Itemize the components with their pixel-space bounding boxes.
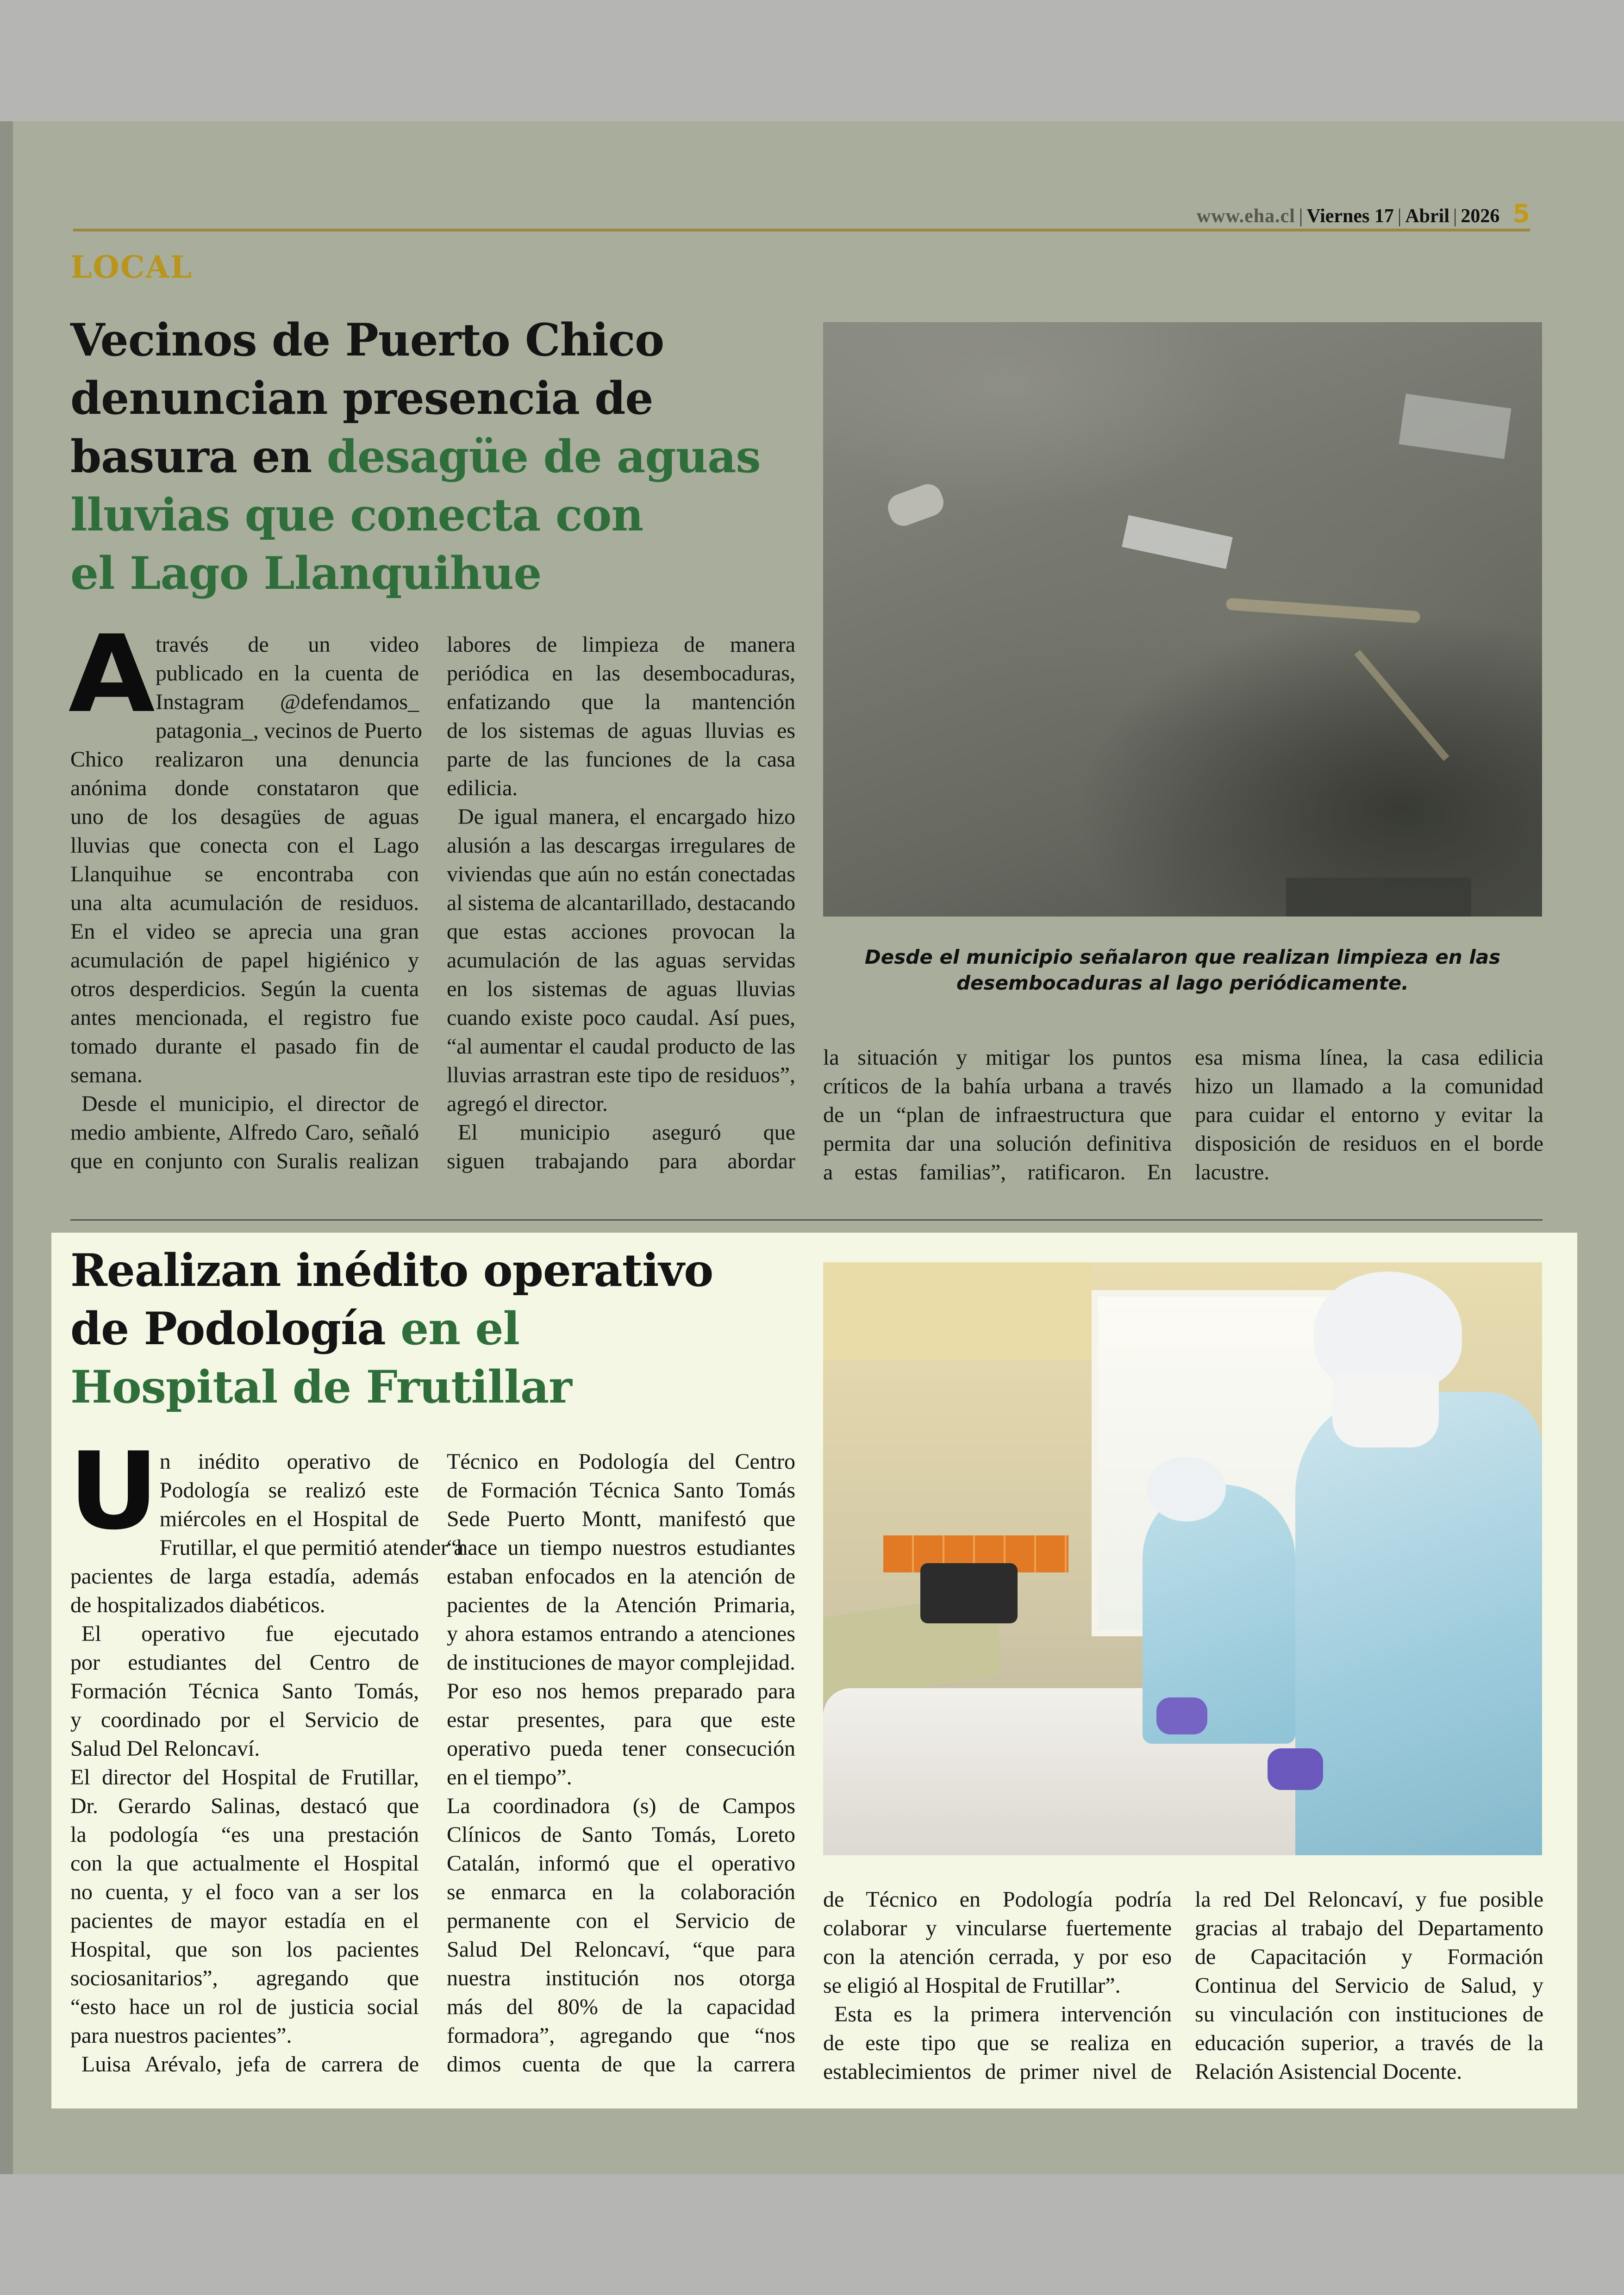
text-line xyxy=(447,946,795,975)
text-line xyxy=(70,2050,419,2079)
text-line-content: de los sistemas de aguas lluvias es xyxy=(447,718,795,743)
text-line xyxy=(1195,2000,1543,2029)
text-line xyxy=(447,1648,795,1677)
text-line xyxy=(447,1061,795,1090)
text-line-content: Clínicos de Santo Tomás, Loreto xyxy=(447,1822,795,1847)
text-line xyxy=(70,745,419,774)
text-line xyxy=(823,2058,1172,2086)
text-line xyxy=(1195,1914,1543,1943)
text-line xyxy=(70,1677,419,1706)
text-line xyxy=(447,1090,795,1118)
text-line-content: través de un video xyxy=(156,632,419,657)
text-line xyxy=(70,1118,419,1147)
text-line xyxy=(70,917,419,946)
text-line-content: agregó el director. xyxy=(447,1091,608,1116)
text-line-content: Formación Técnica Santo Tomás, xyxy=(70,1679,419,1703)
headline-line xyxy=(70,428,761,486)
text-line-content: estar presentes, para que este xyxy=(447,1708,795,1732)
text-line xyxy=(447,1562,795,1591)
text-line-content: antes mencionada, el registro fue xyxy=(70,1005,419,1030)
text-line-content: Por eso nos hemos preparado para xyxy=(447,1679,795,1703)
text-line xyxy=(447,1763,795,1792)
text-line xyxy=(823,1885,1172,1914)
text-line xyxy=(447,1993,795,2021)
text-line-content: patagonia_, vecinos de Puerto xyxy=(156,718,422,743)
headline-line xyxy=(70,486,761,544)
text-line-content: formadora”, agregando que “nos xyxy=(447,2023,795,2048)
text-line xyxy=(447,717,795,745)
text-line xyxy=(447,1447,795,1476)
text-line xyxy=(447,2050,795,2079)
page-header: www.eha.cl | Viernes 17 | Abril | 2026 5 xyxy=(1196,199,1530,228)
text-line xyxy=(447,1821,795,1849)
text-line xyxy=(70,1935,419,1964)
header-year: 2026 xyxy=(1461,206,1500,227)
header-rule xyxy=(73,229,1530,231)
article1-column-1 xyxy=(68,613,422,1176)
text-line xyxy=(70,1792,419,1821)
text-line-content: En el video se aprecia una gran xyxy=(70,919,419,944)
text-line-content: anónima donde constataron que xyxy=(70,776,419,800)
paragraph xyxy=(447,1447,795,1792)
drop-cap: U xyxy=(68,1430,156,1553)
article1-headline xyxy=(70,311,761,603)
text-line-content: El director del Hospital de Frutillar, xyxy=(70,1765,419,1790)
text-line-content: dimos cuenta de que la carrera xyxy=(447,2052,795,2077)
paragraph xyxy=(70,1763,419,2050)
text-line xyxy=(823,1158,1172,1187)
headline-line xyxy=(70,1358,713,1416)
paragraph xyxy=(447,803,795,1118)
text-line-content: De igual manera, el encargado hizo xyxy=(458,804,795,829)
text-line-content: permita dar una solución definitiva xyxy=(823,1131,1172,1156)
paragraph xyxy=(68,613,422,1090)
text-line xyxy=(447,1004,795,1032)
text-line xyxy=(823,1043,1172,1072)
text-line xyxy=(447,1147,795,1176)
text-line-content: al sistema de alcantarillado, destacando xyxy=(447,891,795,915)
text-line-content: más del 80% de la capacidad xyxy=(447,1995,795,2019)
text-line xyxy=(447,630,795,659)
text-line xyxy=(823,1101,1172,1129)
text-line-content: “al aumentar el caudal producto de las xyxy=(447,1034,795,1059)
text-line-content: se eligió al Hospital de Frutillar”. xyxy=(823,1973,1121,1998)
text-line-content: otros desperdicios. Según la cuenta xyxy=(70,977,419,1001)
text-line xyxy=(447,688,795,717)
text-line xyxy=(447,1706,795,1734)
text-line xyxy=(823,1943,1172,1971)
text-line xyxy=(70,1032,419,1061)
text-line xyxy=(70,803,419,831)
text-line xyxy=(1195,1158,1543,1187)
text-line xyxy=(447,1677,795,1706)
text-line xyxy=(823,2029,1172,2058)
text-line-content: acumulación de las aguas servidas xyxy=(447,948,795,973)
text-line xyxy=(1195,1971,1543,2000)
text-line xyxy=(447,917,795,946)
text-line-content: de hospitalizados diabéticos. xyxy=(70,1593,325,1617)
text-line-content: El municipio aseguró que xyxy=(458,1120,795,1145)
article1-column-3 xyxy=(823,1043,1172,1187)
text-line-content: semana. xyxy=(70,1063,143,1087)
text-line-content: pacientes de larga estadía, además xyxy=(70,1564,419,1589)
text-line-content: miércoles en el Hospital de xyxy=(159,1507,419,1531)
text-line xyxy=(70,1706,419,1734)
text-line-content: que estas acciones provocan la xyxy=(447,919,795,944)
text-line-content: Relación Asistencial Docente. xyxy=(1195,2059,1462,2084)
text-line-content: una alta acumulación de residuos. xyxy=(70,891,419,915)
text-line xyxy=(70,1878,419,1907)
text-line-content: Salud Del Reloncaví. xyxy=(70,1736,260,1761)
text-line xyxy=(447,1935,795,1964)
text-line xyxy=(447,1534,795,1562)
text-line xyxy=(447,803,795,831)
article2-headline xyxy=(70,1241,713,1416)
headline-line xyxy=(70,544,761,603)
text-line-content: parte de las funciones de la casa xyxy=(447,747,795,772)
text-line xyxy=(1195,1885,1543,1914)
text-line xyxy=(447,1118,795,1147)
text-line-content: colaborar y vincularse fuertemente xyxy=(823,1916,1172,1940)
text-line xyxy=(70,975,419,1004)
text-line-content: Luisa Arévalo, jefa de carrera de xyxy=(81,2052,419,2077)
text-line-content: publicado en la cuenta de xyxy=(156,661,419,686)
text-line xyxy=(447,975,795,1004)
paragraph xyxy=(70,2050,419,2079)
text-line xyxy=(70,1763,419,1792)
text-line-content: Sede Puerto Montt, manifestó que xyxy=(447,1507,795,1531)
text-line-content: en los sistemas de aguas lluvias xyxy=(447,977,795,1001)
text-line-content: La coordinadora (s) de Campos xyxy=(447,1794,795,1818)
text-line-content: no cuenta, y el foco van a ser los xyxy=(70,1880,419,1904)
text-line-content: esa misma línea, la casa edilicia xyxy=(1195,1045,1543,1070)
text-line xyxy=(447,2021,795,2050)
text-line xyxy=(70,1734,419,1763)
paragraph xyxy=(447,1792,795,2079)
text-line-content: de un “plan de infraestructura que xyxy=(823,1103,1172,1127)
text-line-content: lacustre. xyxy=(1195,1160,1270,1185)
text-line-content: pacientes de la Atención Primaria, xyxy=(447,1593,795,1617)
text-line-content: Llanquihue se encontraba con xyxy=(70,862,419,886)
text-line-content: edilicia. xyxy=(447,776,518,800)
text-line xyxy=(70,1648,419,1677)
article-divider xyxy=(70,1219,1543,1221)
article2-column-4 xyxy=(1195,1885,1543,2086)
paragraph xyxy=(70,1620,419,1763)
header-day: Viernes 17 xyxy=(1306,206,1394,227)
headline-segment: Realizan inédito operativo xyxy=(70,1244,713,1297)
text-line xyxy=(70,1993,419,2021)
text-line xyxy=(70,946,419,975)
text-line xyxy=(823,1072,1172,1101)
text-line-content: estaban enfocados en la atención de xyxy=(447,1564,795,1589)
headline-segment: lluvias que conecta con xyxy=(70,489,643,541)
paragraph xyxy=(823,2000,1172,2086)
text-line xyxy=(447,1734,795,1763)
text-line-content: pacientes de mayor estadía en el xyxy=(70,1908,419,1933)
text-line xyxy=(823,1129,1172,1158)
article2-column-1 xyxy=(68,1430,464,2079)
headline-segment: denuncian presencia de xyxy=(70,372,653,424)
text-line-content: uno de los desagües de aguas xyxy=(70,804,419,829)
text-line xyxy=(70,1821,419,1849)
text-line-content: gracias al trabajo del Departamento xyxy=(1195,1916,1543,1940)
headline-line xyxy=(70,311,761,369)
text-line xyxy=(1195,1943,1543,1971)
paragraph xyxy=(68,1430,464,1620)
text-line-content: con la que actualmente el Hospital xyxy=(70,1851,419,1876)
text-line xyxy=(70,1964,419,1993)
text-line xyxy=(1195,1129,1543,1158)
text-line xyxy=(70,831,419,860)
article1-column-2 xyxy=(447,630,795,1176)
text-line xyxy=(70,860,419,889)
article1-photo-drain-water xyxy=(823,322,1542,917)
text-line-content: en el tiempo”. xyxy=(447,1765,572,1790)
headline-line xyxy=(70,1300,713,1358)
article1-column-4 xyxy=(1195,1043,1543,1187)
text-line xyxy=(70,1620,419,1648)
text-line xyxy=(447,1907,795,1935)
text-line-content: alusión a las descargas irregulares de xyxy=(447,833,795,858)
text-line-content: críticos de la bahía urbana a través xyxy=(823,1074,1172,1098)
section-label: LOCAL xyxy=(70,249,193,285)
text-line-content: disposición de residuos en el borde xyxy=(1195,1131,1543,1156)
text-line-content: “hace un tiempo nuestros estudiantes xyxy=(447,1535,795,1560)
text-line xyxy=(447,889,795,917)
text-line xyxy=(1195,1072,1543,1101)
text-line-content: Podología se realizó este xyxy=(159,1478,419,1503)
text-line-content: acumulación de papel higiénico y xyxy=(70,948,419,973)
paragraph xyxy=(1195,1885,1543,2086)
text-line-content: sociosanitarios”, agregando que xyxy=(70,1966,419,1990)
text-line-content: de Capacitación y Formación xyxy=(1195,1945,1543,1969)
caption-line: Desde el municipio señalaron que realizan limpieza en las xyxy=(864,946,1501,968)
text-line-content: para cuidar el entorno y evitar la xyxy=(1195,1103,1543,1127)
text-line xyxy=(70,1147,419,1176)
text-line xyxy=(70,1591,419,1620)
paragraph xyxy=(70,1090,419,1176)
text-line-content: El operativo fue ejecutado xyxy=(81,1621,419,1646)
paragraph xyxy=(447,630,795,803)
text-line-content: de Formación Técnica Santo Tomás xyxy=(447,1478,795,1503)
article2-photo-podology-operation xyxy=(823,1262,1542,1855)
text-line-content: su vinculación con instituciones de xyxy=(1195,2002,1543,2027)
text-line xyxy=(823,1914,1172,1943)
text-line-content: de instituciones de mayor complejidad. xyxy=(447,1650,795,1675)
text-line-content: de Técnico en Podología podría xyxy=(823,1887,1172,1912)
text-line-content: Instagram @defendamos_ xyxy=(156,690,419,714)
text-line-content: “esto hace un rol de justicia social xyxy=(70,1995,419,2019)
text-line-content: hizo un llamado a la comunidad xyxy=(1195,1074,1543,1098)
text-line xyxy=(447,1849,795,1878)
article2-column-2 xyxy=(447,1447,795,2079)
header-month: Abril xyxy=(1405,206,1449,227)
text-line xyxy=(447,1792,795,1821)
text-line-content: se enmarca en la colaboración xyxy=(447,1880,795,1904)
text-line xyxy=(447,745,795,774)
paragraph xyxy=(447,1118,795,1176)
headline-segment: el Lago Llanquihue xyxy=(70,547,542,599)
text-line xyxy=(447,1878,795,1907)
text-line-content: Salud Del Reloncaví, “que para xyxy=(447,1937,795,1962)
text-line-content: labores de limpieza de manera xyxy=(447,632,795,657)
text-line xyxy=(447,860,795,889)
text-line xyxy=(70,774,419,803)
text-line xyxy=(447,1032,795,1061)
text-line-content: con la atención cerrada, y por eso xyxy=(823,1945,1172,1969)
article2-column-3 xyxy=(823,1885,1172,2086)
text-line xyxy=(70,1907,419,1935)
text-line-content: tomado durante el pasado fin de xyxy=(70,1034,419,1059)
text-line xyxy=(823,2000,1172,2029)
paragraph xyxy=(823,1043,1172,1187)
text-line-content: de este tipo que se realiza en xyxy=(823,2031,1172,2055)
text-line-content: Dr. Gerardo Salinas, destacó que xyxy=(70,1794,419,1818)
text-line xyxy=(447,1964,795,1993)
text-line xyxy=(1195,2058,1543,2086)
text-line-content: viviendas que aún no están conectadas xyxy=(447,862,795,886)
text-line-content: Frutillar, el que permitió atender a xyxy=(159,1535,464,1560)
text-line-content: Esta es la primera intervención xyxy=(834,2002,1172,2027)
text-line-content: y ahora estamos entrando a atenciones xyxy=(447,1621,795,1646)
text-line xyxy=(1195,2029,1543,2058)
text-line-content: para nuestros pacientes”. xyxy=(70,2023,292,2048)
text-line-content: a estas familias”, ratificaron. En xyxy=(823,1160,1172,1185)
text-line-content: operativo pueda tener consecución xyxy=(447,1736,795,1761)
text-line-content: la situación y mitigar los puntos xyxy=(823,1045,1172,1070)
text-line xyxy=(447,1591,795,1620)
text-line-content: por estudiantes del Centro de xyxy=(70,1650,419,1675)
text-line xyxy=(447,831,795,860)
text-line-content: la podología “es una prestación xyxy=(70,1822,419,1847)
text-line-content: nuestra institución nos otorga xyxy=(447,1966,795,1990)
text-line-content: establecimientos de primer nivel de xyxy=(823,2059,1172,2084)
headline-line xyxy=(70,369,761,428)
text-line xyxy=(447,1505,795,1534)
text-line-content: Técnico en Podología del Centro xyxy=(447,1449,795,1474)
text-line xyxy=(447,1620,795,1648)
text-line xyxy=(447,1476,795,1505)
text-line-content: permanente con el Servicio de xyxy=(447,1908,795,1933)
text-line xyxy=(70,889,419,917)
headline-segment: Vecinos de Puerto Chico xyxy=(70,314,664,366)
text-line-content: siguen trabajando para abordar xyxy=(447,1149,795,1173)
text-line-content: medio ambiente, Alfredo Caro, señaló xyxy=(70,1120,419,1145)
header-site: www.eha.cl xyxy=(1196,206,1295,227)
text-line xyxy=(823,1971,1172,2000)
text-line-content: Desde el municipio, el director de xyxy=(81,1091,419,1116)
text-line xyxy=(1195,1101,1543,1129)
text-line xyxy=(447,659,795,688)
text-line xyxy=(70,1090,419,1118)
headline-line xyxy=(70,1241,713,1300)
text-line xyxy=(70,1004,419,1032)
text-line xyxy=(70,1849,419,1878)
text-line xyxy=(70,1562,419,1591)
text-line xyxy=(447,774,795,803)
paragraph xyxy=(1195,1043,1543,1187)
text-line-content: la red Del Reloncaví, y fue posible xyxy=(1195,1887,1543,1912)
page-edge-shadow xyxy=(0,121,13,2174)
headline-segment: Hospital de Frutillar xyxy=(70,1361,572,1413)
headline-segment: basura en xyxy=(70,430,327,483)
text-line-content: lluvias arrastran este tipo de residuos”, xyxy=(447,1063,795,1087)
text-line-content: Catalán, informó que el operativo xyxy=(447,1851,795,1876)
caption-line: desembocaduras al lago periódicamente. xyxy=(956,972,1409,994)
text-line-content: que en conjunto con Suralis realizan xyxy=(70,1149,419,1173)
text-line xyxy=(70,1061,419,1090)
text-line xyxy=(1195,1043,1543,1072)
text-line-content: Continua del Servicio de Salud, y xyxy=(1195,1973,1543,1998)
headline-segment: en el xyxy=(400,1303,519,1355)
text-line-content: n inédito operativo de xyxy=(159,1449,419,1474)
text-line-content: y coordinado por el Servicio de xyxy=(70,1708,419,1732)
text-line-content: Hospital, que son los pacientes xyxy=(70,1937,419,1962)
text-line-content: cuando existe poco caudal. Así pues, xyxy=(447,1005,795,1030)
headline-segment: desagüe de aguas xyxy=(326,430,761,483)
text-line-content: periódica en las desembocaduras, xyxy=(447,661,795,686)
page-number: 5 xyxy=(1512,199,1530,228)
text-line-content: enfatizando que la mantención xyxy=(447,690,795,714)
article1-photo-caption xyxy=(823,944,1542,996)
text-line-content: educación superior, a través de la xyxy=(1195,2031,1543,2055)
text-line-content: Chico realizaron una denuncia xyxy=(70,747,419,772)
drop-cap: A xyxy=(68,613,151,736)
paragraph xyxy=(823,1885,1172,2000)
text-line xyxy=(70,2021,419,2050)
text-line-content: lluvias que conecta con el Lago xyxy=(70,833,419,858)
headline-segment: de Podología xyxy=(70,1303,401,1355)
